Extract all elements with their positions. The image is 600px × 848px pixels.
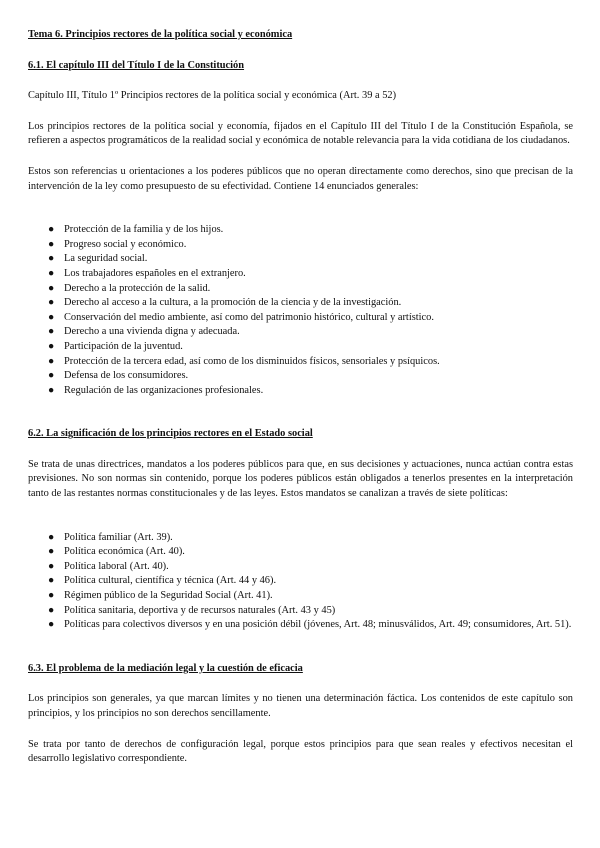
bullet-icon: ● xyxy=(48,238,55,250)
section-3-paragraph: Se trata por tanto de derechos de configuración legal, porque estos principios para que sean reales y efectivos necesitan el desarrollo legislativo correspondiente. xyxy=(28,738,573,765)
bullet-icon: ● xyxy=(48,282,55,294)
document-page xyxy=(28,28,573,767)
section-2-paragraph: Se trata de unas directrices, mandatos a los poderes públicos para que, en sus decisiones y actuaciones, nunca actúan contra estas previsiones. No son normas sin contenido, porque los poderes públicos están obligados a tenerlos presentes en la interpretación tanto de las restantes normas constitucionales y de las leyes. Estos mandatos se canalizan a través de siete políticas: xyxy=(28,458,573,500)
list-item: ● Régimen público de la Seguridad Social (Art. 41). xyxy=(28,589,573,604)
bullet-icon: ● xyxy=(48,370,55,382)
bullet-icon: ● xyxy=(48,297,55,309)
list-item: ● Defensa de los consumidores. xyxy=(28,369,573,384)
list-item: ● Derecho a una vivienda digna y adecuada. xyxy=(28,325,573,340)
list-item: ● Políticas para colectivos diversos y en una posición débil (jóvenes, Art. 48; minusválidos, Art. 49; consumidores, Art. 51). xyxy=(28,618,573,633)
policies-list xyxy=(28,531,573,633)
list-item: ● Derecho al acceso a la cultura, a la promoción de la ciencia y de la investigación. xyxy=(28,296,573,311)
list-item: ● Progreso social y económico. xyxy=(28,238,573,253)
list-item: ● Regulación de las organizaciones profesionales. xyxy=(28,384,573,399)
bullet-icon: ● xyxy=(48,560,55,572)
list-item: ● Política económica (Art. 40). xyxy=(28,545,573,560)
section-1-heading: 6.1. El capítulo III del Título I de la Constitución xyxy=(28,59,245,71)
list-item: ● Política laboral (Art. 40). xyxy=(28,560,573,575)
bullet-icon: ● xyxy=(48,575,55,587)
list-item: ● Los trabajadores españoles en el extranjero. xyxy=(28,267,573,282)
list-item: ● Política familiar (Art. 39). xyxy=(28,531,573,546)
bullet-icon: ● xyxy=(48,619,55,631)
bullet-icon: ● xyxy=(48,531,55,543)
bullet-icon: ● xyxy=(48,267,55,279)
section-3-paragraph: Los principios son generales, ya que marcan límites y no tienen una determinación fáctica. Los contenidos de este capítulo son principios, y los principios no son derechos sencillamente. xyxy=(28,693,573,719)
bullet-icon: ● xyxy=(48,604,55,616)
section-2-heading: 6.2. La significación de los principios rectores en el Estado social xyxy=(28,428,313,440)
section-1-subtitle: Capítulo III, Título 1º Principios rectores de la política social y económica (Art. 39 a 52) xyxy=(28,90,397,102)
list-item: ● Conservación del medio ambiente, así como del patrimonio histórico, cultural y artístico. xyxy=(28,311,573,326)
section-1-paragraph: Estos son referencias u orientaciones a los poderes públicos que no operan directamente como derechos, sino que precisan de la intervención de la ley como presupuesto de su efectividad. Contiene 14 enunciados generales: xyxy=(28,165,573,192)
list-item: ● La seguridad social. xyxy=(28,252,573,267)
list-item: ● Protección de la familia y de los hijos. xyxy=(28,223,573,238)
bullet-icon: ● xyxy=(48,224,55,236)
bullet-icon: ● xyxy=(48,384,55,396)
document-title: Tema 6. Principios rectores de la política social y económica xyxy=(28,29,293,40)
section-1-paragraph: Los principios rectores de la política social y economía, fijados en el Capítulo III del Título I de la Constitución Española, se refieren a aspectos programáticos de la realidad social y económica de notable relevancia para la vida cotidiana de los ciudadanos. xyxy=(28,120,573,147)
bullet-icon: ● xyxy=(48,253,55,265)
list-item: ● Derecho a la protección de la salid. xyxy=(28,282,573,297)
bullet-icon: ● xyxy=(48,326,55,338)
list-item: ● Participación de la juventud. xyxy=(28,340,573,355)
list-item: ● Protección de la tercera edad, así como de los disminuidos físicos, sensoriales y psíquicos. xyxy=(28,355,573,370)
section-3-heading: 6.3. El problema de la mediación legal y la cuestión de eficacia xyxy=(28,662,303,674)
bullet-icon: ● xyxy=(48,590,55,602)
bullet-icon: ● xyxy=(48,546,55,558)
principles-list xyxy=(28,223,573,398)
bullet-icon: ● xyxy=(48,355,55,367)
bullet-icon: ● xyxy=(48,340,55,352)
bullet-icon: ● xyxy=(48,311,55,323)
list-item: ● Política cultural, científica y técnica (Art. 44 y 46). xyxy=(28,574,573,589)
list-item: ● Política sanitaria, deportiva y de recursos naturales (Art. 43 y 45) xyxy=(28,604,573,619)
